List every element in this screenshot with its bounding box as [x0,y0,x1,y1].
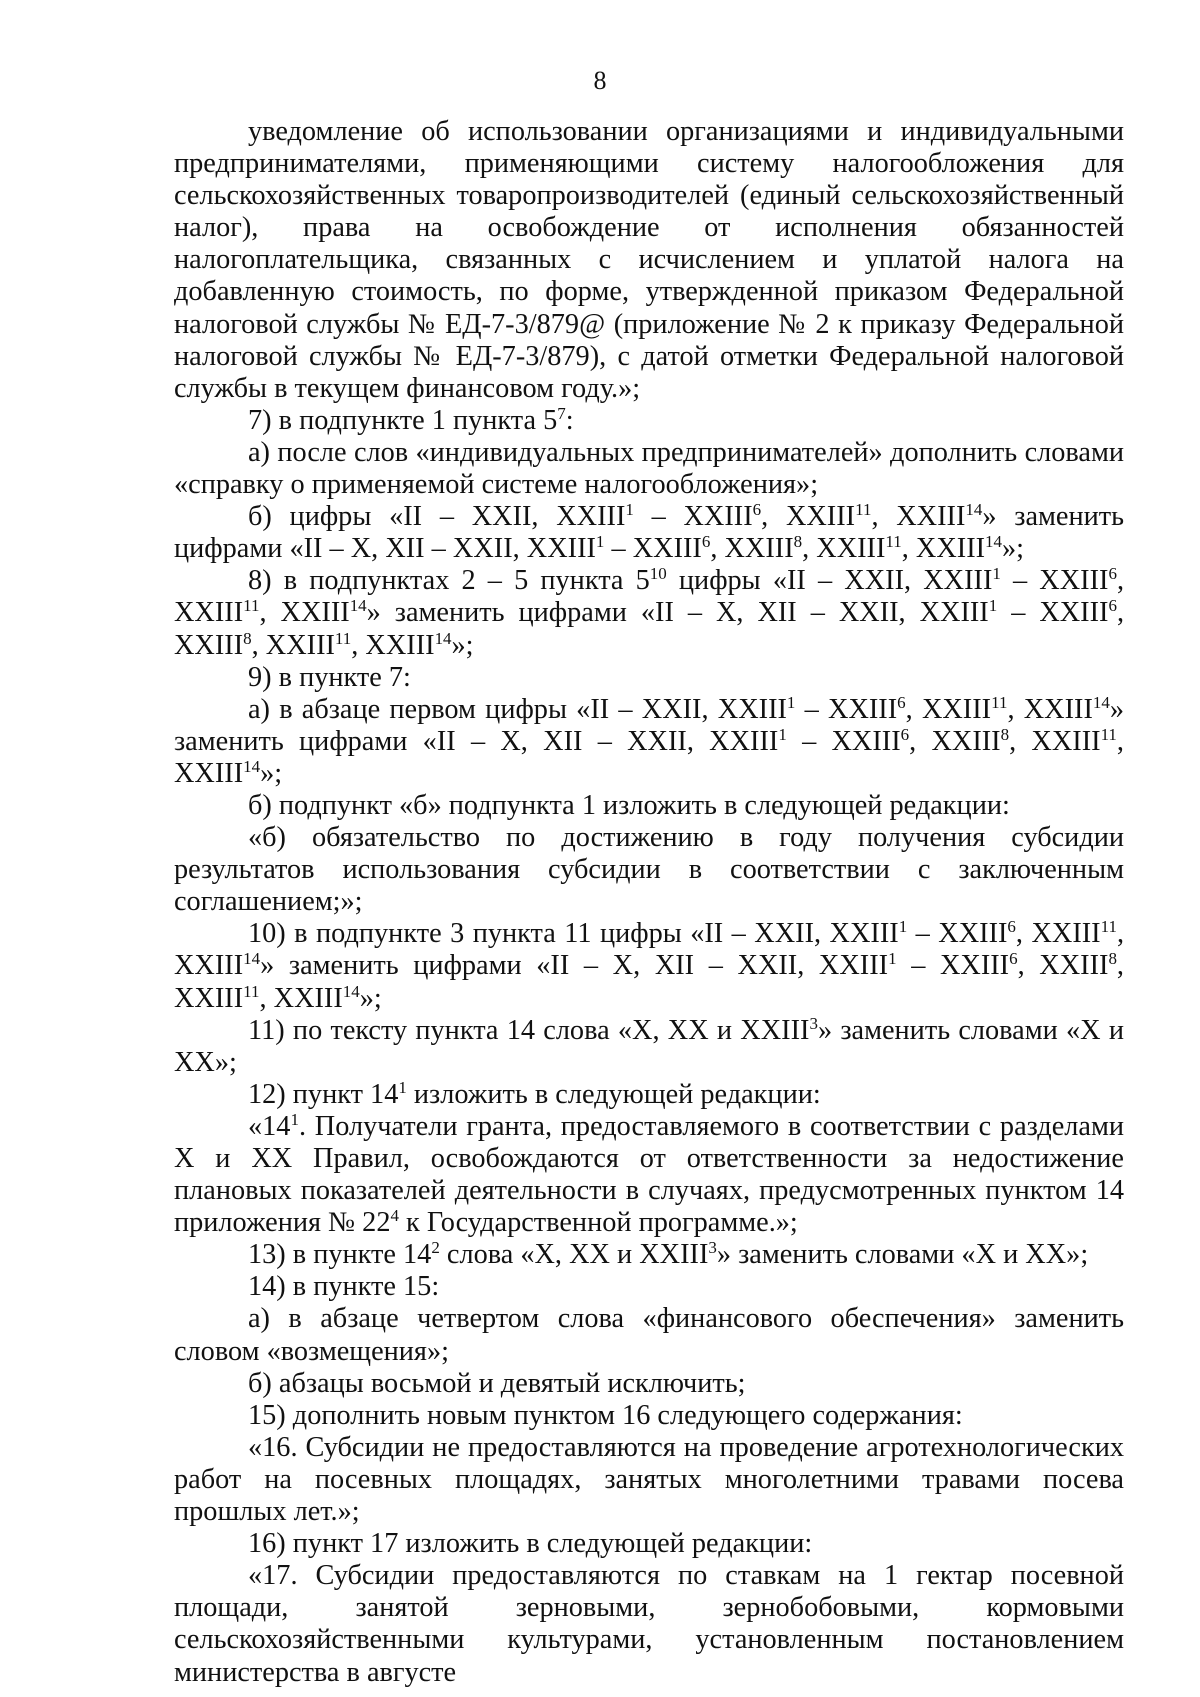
superscript-index: 7 [557,403,566,423]
paragraph [174,694,1124,790]
text-run: : [565,404,574,436]
text-run: уведомление об использовании организациями и индивидуальными предпринимателями, применяющими систему налогообложения для сельскохозяйственных товаропроизводителей (единый сельскохозяйственный налог), права на освобождение от исполнения обязанностей налогоплательщика, связанных с исчислением и уплатой налога на добавленную стоимость, по форме, утвержденной приказом Федеральной налоговой службы № ЕД-7-3/879@ (приложение № 2 к приказу Федеральной налоговой службы № ЕД-7-3/879), с датой отметки Федеральной налоговой службы в текущем финансовом году.»; [174,116,1124,404]
superscript-index: 6 [1009,949,1018,969]
superscript-index: 3 [809,1013,818,1033]
superscript-index: 11 [243,596,260,616]
superscript-index: 14 [243,756,261,776]
text-run: , XXIII [174,950,1124,1014]
text-run: изложить в следующей редакции: [406,1078,821,1110]
text-run: » заменить цифрами «II – X, XII – XXII, XXIII [174,501,1125,565]
superscript-index: 11 [855,499,872,519]
superscript-index: 11 [334,628,352,648]
text-run: , XXIII [174,725,1124,789]
text-run: «16. Субсидии не предоставляются на проведение агротехнологических работ на посевных площадях, занятых многолетними травами посева прошлых лет.»; [174,1431,1124,1528]
text-run: – XXIII [896,950,1010,982]
text-run: – XXIII [1000,565,1109,597]
paragraph [174,116,1124,405]
paragraph [174,1015,1124,1079]
superscript-index: 6 [1108,564,1117,584]
text-run: «14 [248,1110,291,1142]
superscript-index: 14 [965,499,983,519]
text-run: , XXIII [1007,693,1093,725]
superscript-index: 1 [398,1077,407,1097]
superscript-index: 4 [390,1206,399,1225]
text-run: , XXIII [351,629,435,661]
paragraph [174,1303,1124,1367]
text-run: , XXIII [710,533,794,565]
superscript-index: 14 [349,596,367,616]
text-run: , XXIII [1017,950,1109,982]
superscript-index: 1 [888,949,897,969]
text-run: » заменить цифрами «II – X, XII – XXII, XXIII [366,597,989,629]
text-run: 14) в пункте 15: [248,1271,440,1303]
superscript-index: 14 [985,532,1003,552]
paragraph [174,405,1124,437]
text-run: 8) в подпунктах 2 – 5 пункта 5 [248,565,650,597]
paragraph [174,1432,1124,1528]
superscript-index: 6 [900,724,910,744]
text-run: – XXIII [997,597,1109,629]
text-run: 15) дополнить новым пунктом 16 следующего содержания: [248,1399,963,1431]
paragraph [174,1368,1124,1400]
text-run: – XXIII [907,918,1008,950]
text-run: , XXIII [1009,725,1101,757]
paragraph [174,790,1124,822]
superscript-index: 11 [991,692,1008,712]
paragraph [174,1239,1124,1271]
text-run: , XXIII [802,533,886,565]
paragraph [174,1111,1124,1239]
text-run: , XXIII [761,501,856,533]
text-run: »; [260,757,283,789]
text-run: а) в абзаце четвертом слова «финансового обеспечения» заменить словом «возмещения»; [174,1303,1124,1367]
text-run: , XXIII [174,565,1125,629]
superscript-index: 6 [701,532,711,552]
text-run: – XXIII [604,533,702,565]
text-run: б) абзацы восьмой и девятый исключить; [248,1367,746,1399]
superscript-index: 1 [290,1109,299,1129]
superscript-index: 8 [1108,949,1117,969]
text-run: , XXIII [259,597,350,629]
superscript-index: 11 [1100,917,1117,937]
superscript-index: 6 [752,499,762,519]
text-run: – XXIII [633,501,753,533]
text-run: , XXIII [909,725,1001,757]
paragraph [174,437,1124,501]
text-run: , XXIII [174,918,1125,982]
text-run: , XXIII [1015,918,1101,950]
superscript-index: 1 [778,724,787,744]
text-run: 16) пункт 17 изложить в следующей редакции: [248,1528,813,1560]
paragraph [174,662,1124,694]
superscript-index: 8 [1000,724,1010,744]
superscript-index: 14 [243,949,261,969]
superscript-index: 1 [988,596,998,616]
paragraph [174,501,1124,565]
text-run: » заменить цифрами «II – X, XII – XXII, XXIII [260,950,889,982]
superscript-index: 6 [1007,917,1016,937]
text-run: а) после слов «индивидуальных предпринимателей» дополнить словами «справку о применяемой системе налогообложения»; [174,436,1124,501]
text-run: «б) обязательство по достижению в году получения субсидии результатов использования субсидии в соответствии с заключенным соглашением;»; [174,822,1124,918]
paragraph [174,1560,1124,1688]
paragraph [174,822,1124,918]
text-run: а) в абзаце первом цифры «II – XXII, XXIII [248,693,787,725]
page-number: 8 [593,66,607,95]
text-run: , XXIII [901,533,986,565]
text-run: – XXIII [795,693,898,725]
text-run: , XXIII [259,982,343,1014]
paragraph [174,1400,1124,1432]
text-run: 10) в подпункте 3 пункта 11 цифры «II – XXII, XXIII [248,918,899,950]
superscript-index: 1 [625,499,634,519]
superscript-index: 1 [898,917,908,937]
document-body [174,116,1124,1689]
text-run: »; [1002,533,1025,565]
text-run: , XXIII [871,501,966,533]
text-run: 7) в подпункте 1 пункта 5 [248,404,558,436]
text-run: , XXIII [905,693,992,725]
paragraph [174,1271,1124,1303]
text-run: . Получатели гранта, предоставляемого в соответствии с разделами X и XX Правил, освобождаются от ответственности за недостижение плановых показателей деятельности в случаях, предусмотренных пунктом 14 приложения № 22 [174,1110,1124,1239]
text-run: , XXIII [174,597,1125,661]
superscript-index: 14 [434,628,452,648]
paragraph [174,565,1124,661]
text-run: б) подпункт «б» подпункта 1 изложить в следующей редакции: [248,789,1010,821]
text-run: 12) пункт 14 [248,1078,399,1110]
text-run: слова «X, XX и XXIII [439,1239,709,1271]
text-run: » заменить словами «X и XX»; [716,1239,1089,1271]
superscript-index: 2 [431,1238,440,1258]
superscript-index: 1 [595,532,605,552]
text-run: » заменить словами «X и XX»; [174,1014,1124,1078]
text-run: 13) в пункте 14 [248,1239,432,1271]
superscript-index: 11 [885,532,902,552]
text-run: к Государственной программе.»; [398,1207,798,1239]
superscript-index: 6 [897,692,906,712]
superscript-index: 3 [708,1238,717,1258]
superscript-index: 1 [992,564,1001,584]
text-run: б) цифры «II – XXII, XXIII [248,501,626,533]
text-run: »; [359,982,382,1014]
paragraph [174,1528,1124,1560]
superscript-index: 10 [649,564,667,584]
text-run: 11) по тексту пункта 14 слова «X, XX и XXIII [248,1014,810,1046]
text-run: – XXIII [786,725,901,757]
text-run: »; [451,629,474,661]
superscript-index: 11 [243,981,260,1001]
superscript-index: 6 [1108,596,1117,616]
superscript-index: 1 [786,692,796,712]
paragraph [174,1079,1124,1111]
text-run: «17. Субсидии предоставляются по ставкам на 1 гектар посевной площади, занятой зерновыми, зернобобовыми, кормовыми сельскохозяйственными культурами, установленным постановлением министерства в августе [174,1560,1124,1688]
text-run: » заменить цифрами «II – X, XII – XXII, XXIII [174,693,1125,757]
superscript-index: 8 [793,532,803,552]
text-run: , XXIII [251,629,335,661]
paragraph [174,918,1124,1014]
superscript-index: 14 [1092,692,1110,712]
superscript-index: 8 [243,628,252,648]
text-run: 9) в пункте 7: [248,661,411,693]
superscript-index: 14 [342,981,360,1001]
superscript-index: 11 [1100,724,1117,744]
text-run: цифры «II – XXII, XXIII [666,565,993,597]
